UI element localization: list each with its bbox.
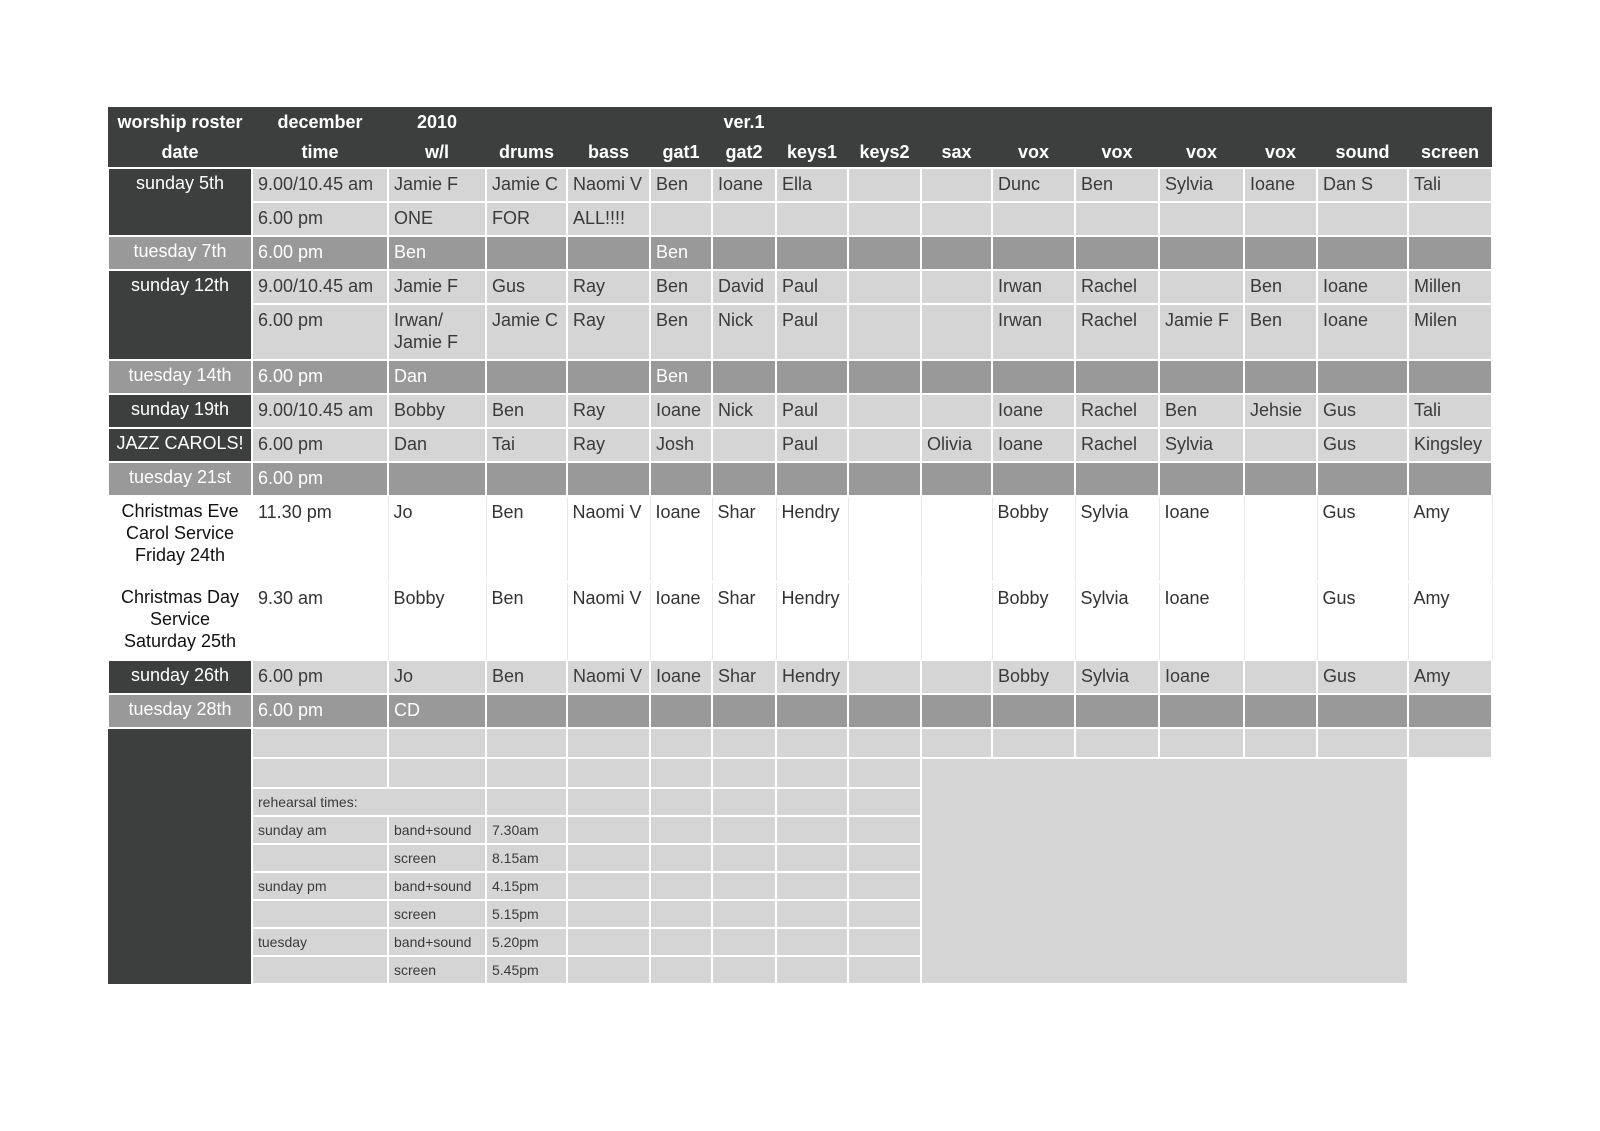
roster-cell	[848, 428, 921, 462]
roster-cell	[921, 360, 992, 394]
roster-cell	[921, 496, 992, 582]
roster-cell: Dan S	[1317, 168, 1408, 202]
time-cell: 6.00 pm	[252, 202, 388, 236]
date-line: Friday 24th	[134, 545, 226, 565]
roster-cell	[1159, 202, 1244, 236]
roster-cell: Hendry	[776, 660, 848, 694]
roster-cell: Gus	[1317, 394, 1408, 428]
rehearsal-time: 4.15pm	[486, 872, 567, 900]
roster-cell: Jamie F	[388, 168, 486, 202]
roster-cell: Naomi V	[567, 496, 650, 582]
roster-cell	[921, 202, 992, 236]
roster-cell	[1244, 496, 1317, 582]
roster-cell	[712, 462, 776, 496]
roster-cell	[486, 360, 567, 394]
roster-cell	[1244, 660, 1317, 694]
roster-cell	[1159, 360, 1244, 394]
roster-cell	[848, 360, 921, 394]
rehearsal-day: sunday am	[252, 816, 388, 844]
col-header: date	[108, 137, 252, 168]
col-header: time	[252, 137, 388, 168]
roster-cell: Ioane	[1159, 496, 1244, 582]
roster-cell: David	[712, 270, 776, 304]
roster-cell	[1244, 582, 1317, 660]
roster-cell	[921, 462, 992, 496]
roster-cell: Ioane	[650, 394, 712, 428]
rehearsal-time: 8.15am	[486, 844, 567, 872]
roster-cell: Ioane	[1317, 270, 1408, 304]
roster-cell: Rachel	[1075, 428, 1159, 462]
roster-cell: Irwan	[992, 304, 1075, 360]
roster-cell: Jo	[388, 660, 486, 694]
roster-cell: Gus	[1317, 428, 1408, 462]
roster-cell	[992, 202, 1075, 236]
roster-row	[108, 582, 1492, 660]
roster-cell	[1159, 236, 1244, 270]
roster-table	[107, 107, 1493, 985]
roster-cell: Naomi V	[567, 660, 650, 694]
roster-cell	[1408, 236, 1492, 270]
roster-cell: Paul	[776, 428, 848, 462]
roster-cell	[992, 694, 1075, 728]
roster-cell: Bobby	[992, 660, 1075, 694]
time-cell: 6.00 pm	[252, 462, 388, 496]
roster-cell: Ioane	[650, 660, 712, 694]
roster-cell: Ioane	[650, 582, 712, 660]
roster-cell	[712, 694, 776, 728]
roster-cell: Ben	[486, 582, 567, 660]
roster-cell	[712, 236, 776, 270]
roster-cell: Dunc	[992, 168, 1075, 202]
roster-cell: Paul	[776, 270, 848, 304]
roster-cell	[921, 270, 992, 304]
roster-cell: Nick	[712, 394, 776, 428]
roster-cell: Kingsley	[1408, 428, 1492, 462]
date-cell: tuesday 14th	[108, 360, 252, 394]
roster-cell: Jamie F	[388, 270, 486, 304]
roster-year: 2010	[388, 107, 486, 137]
roster-cell: Ben	[1159, 394, 1244, 428]
roster-cell: Ray	[567, 270, 650, 304]
roster-cell: Nick	[712, 304, 776, 360]
roster-cell	[486, 236, 567, 270]
roster-cell: Millen	[1408, 270, 1492, 304]
roster-cell: Paul	[776, 394, 848, 428]
roster-cell	[1159, 462, 1244, 496]
roster-cell	[776, 236, 848, 270]
roster-cell: Naomi V	[567, 168, 650, 202]
time-cell: 6.00 pm	[252, 236, 388, 270]
roster-cell: Sylvia	[1075, 496, 1159, 582]
date-cell: sunday 19th	[108, 394, 252, 428]
roster-cell: Ben	[388, 236, 486, 270]
col-header: sax	[921, 137, 992, 168]
rehearsal-who: band+sound	[388, 816, 486, 844]
roster-cell	[1075, 462, 1159, 496]
roster-cell	[848, 304, 921, 360]
roster-cell: Bobby	[992, 496, 1075, 582]
roster-cell	[1075, 694, 1159, 728]
date-cell: tuesday 7th	[108, 236, 252, 270]
roster-cell: Gus	[1317, 660, 1408, 694]
blank-row	[108, 758, 1492, 788]
roster-cell: Amy	[1408, 496, 1492, 582]
date-cell	[108, 582, 252, 660]
roster-cell	[921, 582, 992, 660]
roster-cell: Ben	[486, 394, 567, 428]
roster-cell	[848, 660, 921, 694]
cell-line: Irwan/	[394, 310, 444, 330]
col-header: vox	[1159, 137, 1244, 168]
date-line: Christmas Eve	[121, 501, 239, 521]
roster-cell: Josh	[650, 428, 712, 462]
roster-month: december	[252, 107, 388, 137]
roster-cell	[848, 496, 921, 582]
roster-cell	[1159, 270, 1244, 304]
roster-cell: Ray	[567, 394, 650, 428]
roster-cell: Ben	[486, 660, 567, 694]
roster-row	[108, 394, 1492, 428]
time-cell: 9.30 am	[252, 582, 388, 660]
roster-cell	[992, 462, 1075, 496]
rehearsal-who: screen	[388, 844, 486, 872]
roster-cell	[992, 360, 1075, 394]
rehearsal-who: screen	[388, 900, 486, 928]
date-line: Service	[149, 609, 211, 629]
date-line: Saturday 25th	[123, 631, 237, 651]
roster-cell	[992, 236, 1075, 270]
roster-cell: Ben	[650, 304, 712, 360]
time-cell: 9.00/10.45 am	[252, 168, 388, 202]
roster-cell	[388, 304, 486, 360]
roster-cell: Ioane	[1159, 660, 1244, 694]
roster-cell: Ben	[1244, 270, 1317, 304]
roster-cell: Tali	[1408, 394, 1492, 428]
time-cell: 6.00 pm	[252, 694, 388, 728]
roster-cell	[921, 694, 992, 728]
roster-cell	[567, 360, 650, 394]
roster-row	[108, 496, 1492, 582]
roster-cell: Ben	[1075, 168, 1159, 202]
roster-cell: Bobby	[388, 394, 486, 428]
date-cell: tuesday 21st	[108, 462, 252, 496]
roster-cell: Ioane	[992, 394, 1075, 428]
roster-cell	[921, 660, 992, 694]
col-header: keys2	[848, 137, 921, 168]
roster-cell: Shar	[712, 496, 776, 582]
roster-cell: Dan	[388, 428, 486, 462]
roster-cell	[1317, 236, 1408, 270]
roster-row	[108, 202, 1492, 236]
roster-row	[108, 168, 1492, 202]
roster-cell: Jamie C	[486, 168, 567, 202]
roster-cell	[921, 304, 992, 360]
roster-cell: Ben	[650, 360, 712, 394]
roster-cell	[1408, 360, 1492, 394]
roster-cell	[1408, 202, 1492, 236]
col-header: vox	[1075, 137, 1159, 168]
col-header: gat2	[712, 137, 776, 168]
roster-cell: Shar	[712, 660, 776, 694]
roster-cell: Irwan	[992, 270, 1075, 304]
col-header: keys1	[776, 137, 848, 168]
roster-row	[108, 694, 1492, 728]
roster-cell: Gus	[1317, 582, 1408, 660]
col-header: drums	[486, 137, 567, 168]
roster-cell: Sylvia	[1075, 660, 1159, 694]
roster-cell	[1317, 462, 1408, 496]
roster-cell	[567, 694, 650, 728]
roster-row	[108, 428, 1492, 462]
roster-cell	[1075, 360, 1159, 394]
roster-cell: Hendry	[776, 496, 848, 582]
blank-row	[108, 728, 1492, 758]
roster-cell	[712, 202, 776, 236]
roster-cell: Ray	[567, 428, 650, 462]
roster-cell	[388, 462, 486, 496]
roster-cell: Tai	[486, 428, 567, 462]
roster-cell	[921, 394, 992, 428]
roster-cell	[921, 168, 992, 202]
roster-cell	[1317, 694, 1408, 728]
roster-cell: Amy	[1408, 660, 1492, 694]
header-row-2	[108, 137, 1492, 168]
roster-title: worship roster	[108, 107, 252, 137]
roster-cell: Jo	[388, 496, 486, 582]
roster-cell: Tali	[1408, 168, 1492, 202]
roster-version: ver.1	[712, 107, 776, 137]
date-line: Christmas Day	[120, 587, 240, 607]
date-cell: sunday 5th	[108, 168, 252, 236]
rehearsal-day: sunday pm	[252, 872, 388, 900]
col-header: w/l	[388, 137, 486, 168]
roster-cell: Ioane	[1317, 304, 1408, 360]
roster-cell: Gus	[1317, 496, 1408, 582]
roster-row	[108, 462, 1492, 496]
time-cell: 9.00/10.45 am	[252, 394, 388, 428]
roster-cell: Jehsie	[1244, 394, 1317, 428]
rehearsal-day	[252, 900, 388, 928]
roster-cell: Jamie F	[1159, 304, 1244, 360]
roster-cell: Bobby	[388, 582, 486, 660]
roster-cell: Ioane	[1159, 582, 1244, 660]
roster-cell	[1317, 360, 1408, 394]
roster-cell	[486, 694, 567, 728]
col-header: gat1	[650, 137, 712, 168]
roster-cell	[712, 360, 776, 394]
roster-cell: Amy	[1408, 582, 1492, 660]
roster-cell: Ben	[650, 168, 712, 202]
rehearsal-time: 5.15pm	[486, 900, 567, 928]
roster-cell: Ben	[650, 236, 712, 270]
roster-cell: Rachel	[1075, 394, 1159, 428]
footer-block	[108, 728, 252, 984]
date-cell: JAZZ CAROLS!	[108, 428, 252, 462]
roster-cell: Sylvia	[1075, 582, 1159, 660]
roster-cell: Ioane	[650, 496, 712, 582]
roster-cell	[1244, 428, 1317, 462]
roster-cell	[848, 462, 921, 496]
roster-cell	[1244, 694, 1317, 728]
roster-cell: Sylvia	[1159, 168, 1244, 202]
time-cell: 6.00 pm	[252, 360, 388, 394]
date-cell: tuesday 28th	[108, 694, 252, 728]
roster-cell	[776, 694, 848, 728]
header-row-1	[108, 107, 1492, 137]
roster-cell: ONE	[388, 202, 486, 236]
roster-cell	[921, 236, 992, 270]
date-cell: sunday 26th	[108, 660, 252, 694]
col-header: bass	[567, 137, 650, 168]
roster-cell: Sylvia	[1159, 428, 1244, 462]
rehearsal-who: band+sound	[388, 872, 486, 900]
roster-cell: Ray	[567, 304, 650, 360]
time-cell: 11.30 pm	[252, 496, 388, 582]
roster-cell	[1244, 360, 1317, 394]
date-cell	[108, 496, 252, 582]
roster-cell: Bobby	[992, 582, 1075, 660]
roster-cell	[1317, 202, 1408, 236]
roster-cell: Gus	[486, 270, 567, 304]
roster-cell	[1075, 236, 1159, 270]
roster-cell: Shar	[712, 582, 776, 660]
roster-cell: Ben	[1244, 304, 1317, 360]
roster-cell	[1159, 694, 1244, 728]
time-cell: 9.00/10.45 am	[252, 270, 388, 304]
roster-cell	[776, 202, 848, 236]
roster-cell	[848, 270, 921, 304]
roster-cell: Dan	[388, 360, 486, 394]
roster-cell	[650, 462, 712, 496]
roster-cell	[1244, 202, 1317, 236]
roster-cell	[1075, 202, 1159, 236]
roster-cell	[567, 462, 650, 496]
roster-cell: Hendry	[776, 582, 848, 660]
roster-cell	[1244, 236, 1317, 270]
cell-line: Jamie F	[394, 332, 459, 352]
roster-cell: Ben	[650, 270, 712, 304]
rehearsal-who: band+sound	[388, 928, 486, 956]
roster-row	[108, 270, 1492, 304]
col-header: sound	[1317, 137, 1408, 168]
roster-cell	[848, 202, 921, 236]
roster-cell	[486, 462, 567, 496]
roster-cell	[650, 202, 712, 236]
roster-cell	[712, 428, 776, 462]
roster-cell: Ella	[776, 168, 848, 202]
roster-row	[108, 660, 1492, 694]
rehearsal-time: 7.30am	[486, 816, 567, 844]
col-header: vox	[992, 137, 1075, 168]
roster-cell	[1408, 694, 1492, 728]
empty-panel	[921, 758, 1408, 984]
roster-cell: Ioane	[1244, 168, 1317, 202]
roster-cell: Paul	[776, 304, 848, 360]
roster-cell	[848, 394, 921, 428]
roster-cell	[1408, 462, 1492, 496]
roster-cell	[848, 582, 921, 660]
rehearsal-day: tuesday	[252, 928, 388, 956]
roster-cell	[848, 694, 921, 728]
rehearsal-who: screen	[388, 956, 486, 984]
roster-cell	[848, 236, 921, 270]
date-cell: sunday 12th	[108, 270, 252, 360]
time-cell: 6.00 pm	[252, 304, 388, 360]
roster-cell: Milen	[1408, 304, 1492, 360]
roster-cell: Rachel	[1075, 304, 1159, 360]
roster-cell	[1244, 462, 1317, 496]
col-header: vox	[1244, 137, 1317, 168]
roster-cell	[650, 694, 712, 728]
rehearsal-time: 5.20pm	[486, 928, 567, 956]
roster-row	[108, 360, 1492, 394]
roster-cell: Olivia	[921, 428, 992, 462]
roster-row	[108, 236, 1492, 270]
roster-cell	[567, 236, 650, 270]
roster-cell: FOR	[486, 202, 567, 236]
time-cell: 6.00 pm	[252, 660, 388, 694]
roster-cell	[776, 462, 848, 496]
date-line: Carol Service	[125, 523, 235, 543]
roster-cell: Rachel	[1075, 270, 1159, 304]
roster-cell: Ioane	[712, 168, 776, 202]
roster-cell: Ben	[486, 496, 567, 582]
roster-row	[108, 304, 1492, 360]
rehearsal-day	[252, 956, 388, 984]
roster-cell	[776, 360, 848, 394]
rehearsal-heading: rehearsal times:	[252, 788, 486, 816]
roster-cell: ALL!!!!	[567, 202, 650, 236]
roster-cell: CD	[388, 694, 486, 728]
time-cell: 6.00 pm	[252, 428, 388, 462]
roster-cell: Ioane	[992, 428, 1075, 462]
rehearsal-time: 5.45pm	[486, 956, 567, 984]
rehearsal-day	[252, 844, 388, 872]
roster-cell: Jamie C	[486, 304, 567, 360]
col-header: screen	[1408, 137, 1492, 168]
roster-cell: Naomi V	[567, 582, 650, 660]
roster-cell	[848, 168, 921, 202]
